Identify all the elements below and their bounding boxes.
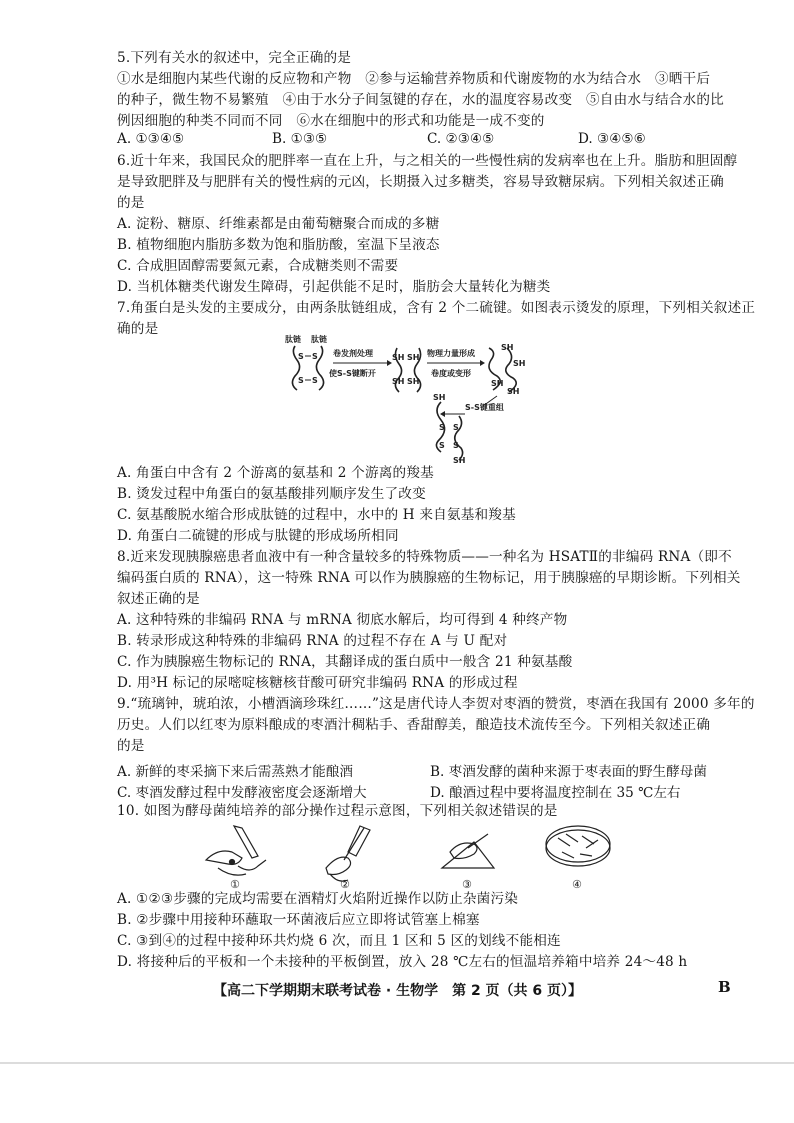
svg-text:S: S <box>439 423 445 432</box>
svg-text:SH: SH <box>453 456 466 465</box>
q5-stem: 5.下列有关水的叙述中，完全正确的是 <box>117 50 352 66</box>
q9-line: 历史。人们以红枣为原料酿成的枣酒汁稠粘手、香甜醇美，酿造技术流传至今。下列相关叙述正确 <box>117 717 711 733</box>
q7-line: 确的是 <box>117 321 159 337</box>
q5-line: ①水是细胞内某些代谢的反应物和产物 ②参与运输营养物质和代谢废物的水为结合水 ③晒干后 <box>117 71 711 87</box>
svg-text:SH: SH <box>507 387 520 396</box>
q7-option-b: B. 烫发过程中角蛋白的氨基酸排列顺序发生了改变 <box>117 486 426 502</box>
svg-text:S: S <box>453 441 459 450</box>
q5-option-b: B. ①③⑤ <box>272 131 328 147</box>
svg-text:SH: SH <box>407 377 420 386</box>
svg-text:SH: SH <box>513 359 526 368</box>
q5-option-d: D. ③④⑤⑥ <box>578 131 646 147</box>
q6-line: 的是 <box>117 195 145 211</box>
q5-line: 的种子，微生物不易繁殖 ④由于水分子间氢键的存在，水的温度容易改变 ⑤自由水与结合水的比 <box>117 92 724 108</box>
svg-text:SH: SH <box>501 343 514 352</box>
q8-stem: 8.近来发现胰腺癌患者血液中有一种含量较多的特殊物质——一种名为 HSATⅡ的非编码 RNA（即不 <box>117 549 732 565</box>
q8-line: 叙述正确的是 <box>117 591 200 607</box>
q6-stem: 6.近十年来，我国民众的肥胖率一直在上升，与之相关的一些慢性病的发病率也在上升。脂肪和胆固醇 <box>117 153 738 169</box>
q9-option-b: B. 枣酒发酵的菌种来源于枣表面的野生酵母菌 <box>430 764 707 780</box>
q7-option-c: C. 氨基酸脱水缩合形成肽链的过程中，水中的 H 来自氨基和羧基 <box>117 507 516 523</box>
chain-label-2: 肽链 <box>311 335 327 344</box>
step-2-illustration <box>326 826 370 881</box>
paper-code: B <box>718 978 731 996</box>
q7-option-d: D. 角蛋白二硫键的形成与肽键的形成场所相同 <box>117 528 399 544</box>
yeast-culture-figure <box>198 818 618 892</box>
svg-text:SH: SH <box>491 379 504 388</box>
svg-text:SH: SH <box>407 353 420 362</box>
q10-option-c: C. ③到④的过程中接种环共灼烧 6 次，而且 1 区和 5 区的划线不能相连 <box>117 933 561 949</box>
svg-text:S: S <box>312 376 318 385</box>
svg-text:S: S <box>312 352 318 361</box>
q5-option-c: C. ②③④⑤ <box>427 131 495 147</box>
q9-option-a: A. 新鲜的枣采摘下来后需蒸熟才能酿酒 <box>117 764 353 780</box>
q10-option-d: D. 将接种后的平板和一个未接种的平板倒置，放入 28 ℃左右的恒温培养箱中培养 24～48 h <box>117 954 688 970</box>
figure-label-2: ② <box>340 878 350 891</box>
chain-label-1: 肽链 <box>285 335 301 344</box>
q5-line: 例因细胞的种类不同而不同 ⑥水在细胞中的形式和功能是一成不变的 <box>117 113 545 129</box>
figure-label-3: ③ <box>462 878 472 891</box>
q9-stem: 9.“琉璃钟，琥珀浓，小槽酒滴珍珠红……”这是唐代诗人李贺对枣酒的赞赏，枣酒在我国有 2000 多年的 <box>117 696 755 712</box>
svg-text:S: S <box>298 352 304 361</box>
q6-line: 是导致肥胖及与肥胖有关的慢性病的元凶，长期摄入过多糖类，容易导致糖尿病。下列相关叙述正确 <box>117 174 724 190</box>
figure-label-4: ④ <box>572 878 582 891</box>
step3-label: S-S键重组 <box>465 403 504 412</box>
q8-option-d: D. 用³H 标记的尿嘧啶核糖核苷酸可研究非编码 RNA 的形成过程 <box>117 675 518 691</box>
step1-label-a: 卷发剂处理 <box>333 349 373 358</box>
q9-option-c: C. 枣酒发酵过程中发酵液密度会逐渐增大 <box>117 785 367 801</box>
step-3-illustration <box>442 834 494 868</box>
q6-option-c: C. 合成胆固醇需要氮元素，合成糖类则不需要 <box>117 258 399 274</box>
q8-line: 编码蛋白质的 RNA），这一特殊 RNA 可以作为胰腺癌的生物标记，用于胰腺癌的早期诊断。下列相关 <box>117 570 741 586</box>
q6-option-a: A. 淀粉、糖原、纤维素都是由葡萄糖聚合而成的多糖 <box>117 216 440 232</box>
svg-text:S: S <box>453 423 459 432</box>
q8-option-a: A. 这种特殊的非编码 RNA 与 mRNA 彻底水解后，均可得到 4 种终产物 <box>117 612 568 628</box>
step-1-illustration <box>206 826 266 875</box>
q7-option-a: A. 角蛋白中含有 2 个游离的氨基和 2 个游离的羧基 <box>117 465 434 481</box>
svg-text:S: S <box>298 376 304 385</box>
perm-principle-diagram <box>275 330 535 465</box>
step2-label-a: 物理力量形成 <box>427 349 475 358</box>
q10-option-a: A. ①②③步骤的完成均需要在酒精灯火焰附近操作以防止杂菌污染 <box>117 891 519 907</box>
scan-edge-divider <box>0 1062 794 1064</box>
q10-option-b: B. ②步骤中用接种环蘸取一环菌液后应立即将试管塞上棉塞 <box>117 912 480 928</box>
figure-label-1: ① <box>230 878 240 891</box>
svg-text:SH: SH <box>392 353 405 362</box>
q8-option-c: C. 作为胰腺癌生物标记的 RNA，其翻译成的蛋白质中一般含 21 种氨基酸 <box>117 654 573 670</box>
q9-option-d: D. 酿酒过程中要将温度控制在 35 ℃左右 <box>430 785 681 801</box>
q7-stem: 7.角蛋白是头发的主要成分，由两条肽链组成，含有 2 个二硫键。如图表示烫发的原理，下列相关叙述正 <box>117 300 756 316</box>
q6-option-d: D. 当机体糖类代谢发生障碍，引起供能不足时，脂肪会大量转化为糖类 <box>117 279 551 295</box>
step1-label-b: 使S-S键断开 <box>329 369 376 378</box>
q6-option-b: B. 植物细胞内脂肪多数为饱和脂肪酸，室温下呈液态 <box>117 237 440 253</box>
page-footer: 【高二下学期期末联考试卷 · 生物学 第 2 页（共 6 页）】 <box>213 983 583 999</box>
q9-line: 的是 <box>117 738 145 754</box>
q8-option-b: B. 转录形成这种特殊的非编码 RNA 的过程不存在 A 与 U 配对 <box>117 633 508 649</box>
q10-stem: 10. 如图为酵母菌纯培养的部分操作过程示意图，下列相关叙述错误的是 <box>117 803 558 819</box>
q5-option-a: A. ①③④⑤ <box>117 131 185 147</box>
svg-text:SH: SH <box>392 377 405 386</box>
step-4-illustration <box>546 826 610 866</box>
step2-label-b: 卷度或变形 <box>431 369 471 378</box>
svg-text:S: S <box>439 441 445 450</box>
svg-text:SH: SH <box>433 393 446 402</box>
